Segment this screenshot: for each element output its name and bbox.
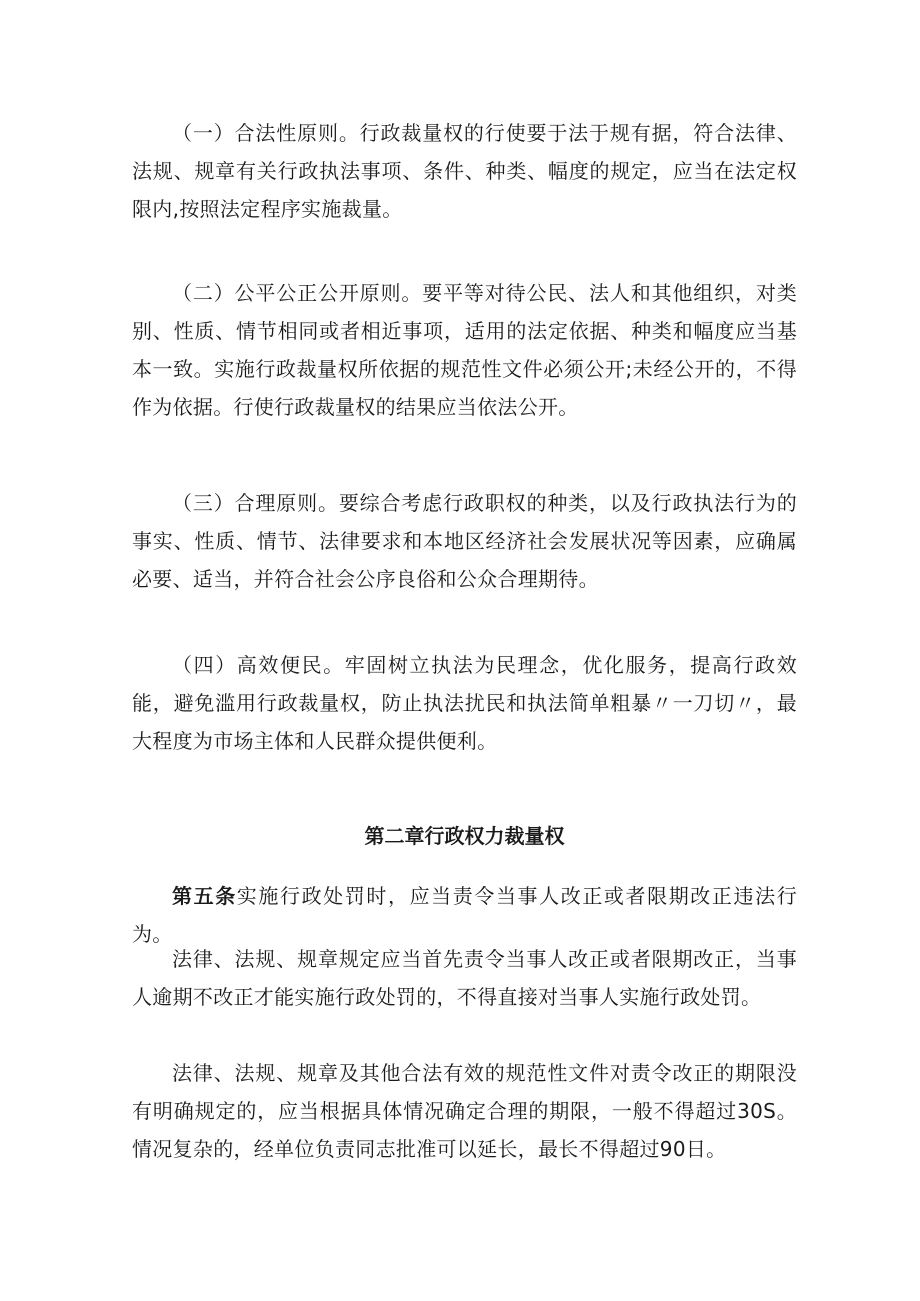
paragraph-efficiency-principle: （四）高效便民。牢固树立执法为民理念，优化服务，提高行政效能，避免滥用行政裁量权，防止执法扰民和执法简单粗暴〃一刀切〃，最大程度为市场主体和人民群众提供便利。: [132, 653, 797, 753]
article-label: 第五条: [172, 884, 237, 908]
paragraph-fairness-principle: （二）公平公正公开原则。要平等对待公民、法人和其他组织，对类别、性质、情节相同或者相近事项，适用的法定依据、种类和幅度应当基本一致。实施行政裁量权所依据的规范性文件必须公开;未经公开的，不得作为依据。行使行政裁量权的结果应当依法公开。: [132, 281, 797, 419]
paragraph-legality-principle: （一）合法性原则。行政裁量权的行使要于法于规有据，符合法律、法规、规章有关行政执法事项、条件、种类、幅度的规定，应当在法定权限内,按照法定程序实施裁量。: [132, 121, 797, 221]
paragraph-reasonableness-principle: （三）合理原则。要综合考虑行政职权的种类，以及行政执法行为的事实、性质、情节、法律要求和本地区经济社会发展状况等因素，应确属必要、适当，并符合社会公序良俗和公众合理期待。: [132, 491, 797, 591]
article-text: 实施行政处罚时，应当责令当事人改正或者限期改正违法行为。: [132, 884, 797, 946]
chapter-title: 第二章行政权力裁量权: [364, 824, 565, 848]
article-5-paragraph-3: 法律、法规、规章及其他合法有效的规范性文件对责令改正的期限没有明确规定的，应当根据具体情况确定合理的期限，一般不得超过30S。情况复杂的，经单位负责同志批准可以延长，最长不得超过90日。: [132, 1061, 797, 1161]
article-5-paragraph-2: 法律、法规、规章规定应当首先责令当事人改正或者限期改正，当事人逾期不改正才能实施行政处罚的，不得直接对当事人实施行政处罚。: [132, 947, 797, 1009]
